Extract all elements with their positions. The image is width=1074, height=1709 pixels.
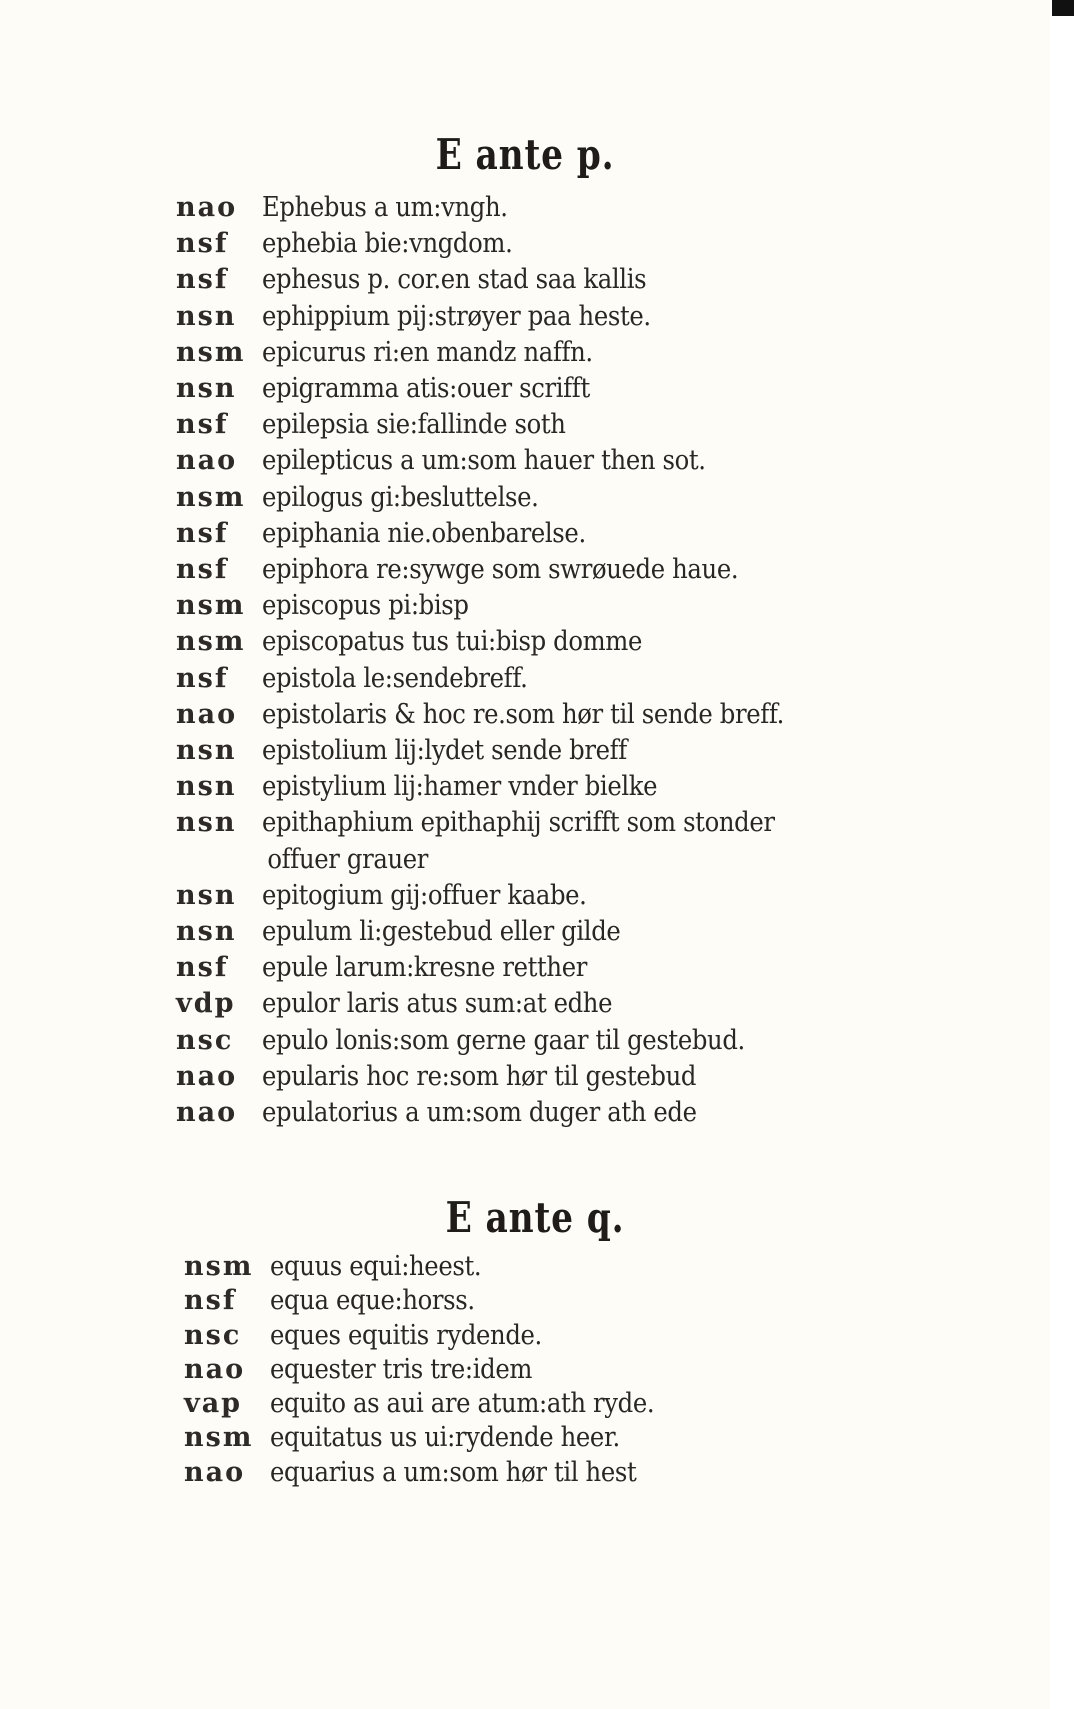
grammar-code: nao: [176, 445, 238, 477]
entry-text: epithaphium epithaphij scrifft som stonder: [262, 807, 775, 839]
section-heading-e-ante-p: E ante p.: [435, 130, 615, 180]
grammar-code: nsf: [184, 1285, 237, 1317]
entry-text: equarius a um:som hør til hest: [270, 1456, 637, 1488]
grammar-code: vdp: [176, 988, 236, 1020]
list-item: [176, 371, 936, 407]
grammar-code: nao: [176, 1097, 238, 1129]
entry-text: equito as aui are atum:ath ryde.: [270, 1388, 655, 1420]
section-heading-e-ante-q: E ante q.: [445, 1192, 625, 1242]
entry-text: epulor laris atus sum:at edhe: [262, 988, 613, 1020]
grammar-code: nsn: [176, 879, 237, 911]
grammar-code: nsf: [176, 228, 229, 260]
dictionary-list-e-ante-p: [176, 190, 936, 1131]
list-item: [176, 624, 936, 660]
entry-text: equa eque:horss.: [270, 1285, 475, 1317]
entry-text: epicurus ri:en mandz naffn.: [262, 336, 593, 368]
grammar-code: nsc: [176, 1024, 234, 1056]
grammar-code: nsf: [176, 409, 229, 441]
grammar-code: nsm: [176, 336, 246, 368]
entry-text: epigramma atis:ouer scrifft: [262, 373, 590, 405]
list-item: [176, 588, 936, 624]
entry-text: equester tris tre:idem: [270, 1353, 533, 1385]
entry-text: epilepticus a um:som hauer then sot.: [262, 445, 706, 477]
list-item: [184, 1250, 944, 1284]
entry-text: Ephebus a um:vngh.: [262, 192, 508, 223]
grammar-code: nsn: [176, 807, 237, 839]
entry-text: epulatorius a um:som duger ath ede: [262, 1097, 697, 1129]
entry-text: ephippium pij:strøyer paa heste.: [262, 300, 651, 332]
entry-text: epularis hoc re:som hør til gestebud: [262, 1060, 697, 1092]
entry-text: epiphora re:sywge som swrøuede haue.: [262, 554, 739, 586]
list-item: [176, 480, 936, 516]
grammar-code: nsc: [184, 1319, 242, 1351]
list-item: [176, 407, 936, 443]
grammar-code: nao: [184, 1353, 246, 1385]
entry-text: episcopus pi:bisp: [262, 590, 469, 622]
grammar-code: nsf: [176, 662, 229, 694]
list-item: [176, 1059, 936, 1095]
entry-text: equitatus us ui:rydende heer.: [270, 1422, 620, 1454]
entry-text: epulo lonis:som gerne gaar til gestebud.: [262, 1024, 745, 1056]
list-item: [184, 1284, 944, 1318]
entry-text: epulum li:gestebud eller gilde: [262, 916, 621, 948]
entry-text: ephesus p. cor.en stad saa kallis: [262, 264, 647, 296]
grammar-code: nao: [184, 1456, 246, 1488]
entry-text: epitogium gij:offuer kaabe.: [262, 879, 587, 911]
grammar-code: nsn: [176, 916, 237, 948]
grammar-code: nao: [176, 1060, 238, 1092]
list-item: [176, 661, 936, 697]
grammar-code: nao: [176, 698, 238, 730]
grammar-code: nsm: [184, 1251, 254, 1282]
list-item: [176, 552, 936, 588]
list-item: [176, 516, 936, 552]
entry-text: offuer grauer: [267, 843, 429, 875]
list-item: [176, 697, 936, 733]
list-item: [176, 190, 936, 226]
list-item: [176, 805, 936, 841]
grammar-code: nsf: [176, 264, 229, 296]
list-item: [184, 1353, 944, 1387]
entry-text: equus equi:heest.: [270, 1251, 482, 1282]
list-item: [184, 1456, 944, 1490]
list-item: [176, 299, 936, 335]
list-item: [184, 1387, 944, 1421]
list-item: [176, 950, 936, 986]
list-item: [176, 986, 936, 1022]
grammar-code: nao: [176, 192, 238, 223]
entry-text: epistylium lij:hamer vnder bielke: [262, 771, 658, 803]
grammar-code: nsn: [176, 735, 237, 767]
list-item: [176, 733, 936, 769]
list-item: [176, 1023, 936, 1059]
grammar-code: nsf: [176, 554, 229, 586]
entry-text: eques equitis rydende.: [270, 1319, 542, 1351]
grammar-code: nsm: [184, 1422, 254, 1454]
entry-text: episcopatus tus tui:bisp domme: [262, 626, 642, 658]
list-item: [176, 1095, 936, 1131]
list-item: [176, 335, 936, 371]
dictionary-list-e-ante-q: [184, 1250, 944, 1490]
entry-text: epistolium lij:lydet sende breff: [262, 735, 627, 767]
entry-text: ephebia bie:vngdom.: [262, 228, 513, 260]
list-item: [184, 1421, 944, 1455]
entry-text: epilogus gi:besluttelse.: [262, 481, 539, 513]
grammar-code: nsn: [176, 771, 237, 803]
grammar-code: nsm: [176, 481, 246, 513]
entry-text: epule larum:kresne retther: [262, 952, 587, 984]
grammar-code: nsm: [176, 626, 246, 658]
list-item: [176, 443, 936, 479]
grammar-code: nsf: [176, 952, 229, 984]
scan-corner-mark: [1052, 0, 1074, 16]
list-item: [176, 262, 936, 298]
list-item: [184, 1319, 944, 1353]
grammar-code: nsf: [176, 517, 229, 549]
list-item-continuation: [176, 842, 936, 878]
list-item: [176, 226, 936, 262]
entry-text: epilepsia sie:fallinde soth: [262, 409, 566, 441]
list-item: [176, 878, 936, 914]
list-item: [176, 914, 936, 950]
grammar-code: nsm: [176, 590, 246, 622]
entry-text: epistola le:sendebreff.: [262, 662, 528, 694]
entry-text: epistolaris & hoc re.som hør til sende breff.: [262, 698, 784, 730]
grammar-code: nsn: [176, 300, 237, 332]
entry-text: epiphania nie.obenbarelse.: [262, 517, 586, 549]
grammar-code: vap: [184, 1388, 243, 1420]
list-item: [176, 769, 936, 805]
grammar-code: nsn: [176, 373, 237, 405]
